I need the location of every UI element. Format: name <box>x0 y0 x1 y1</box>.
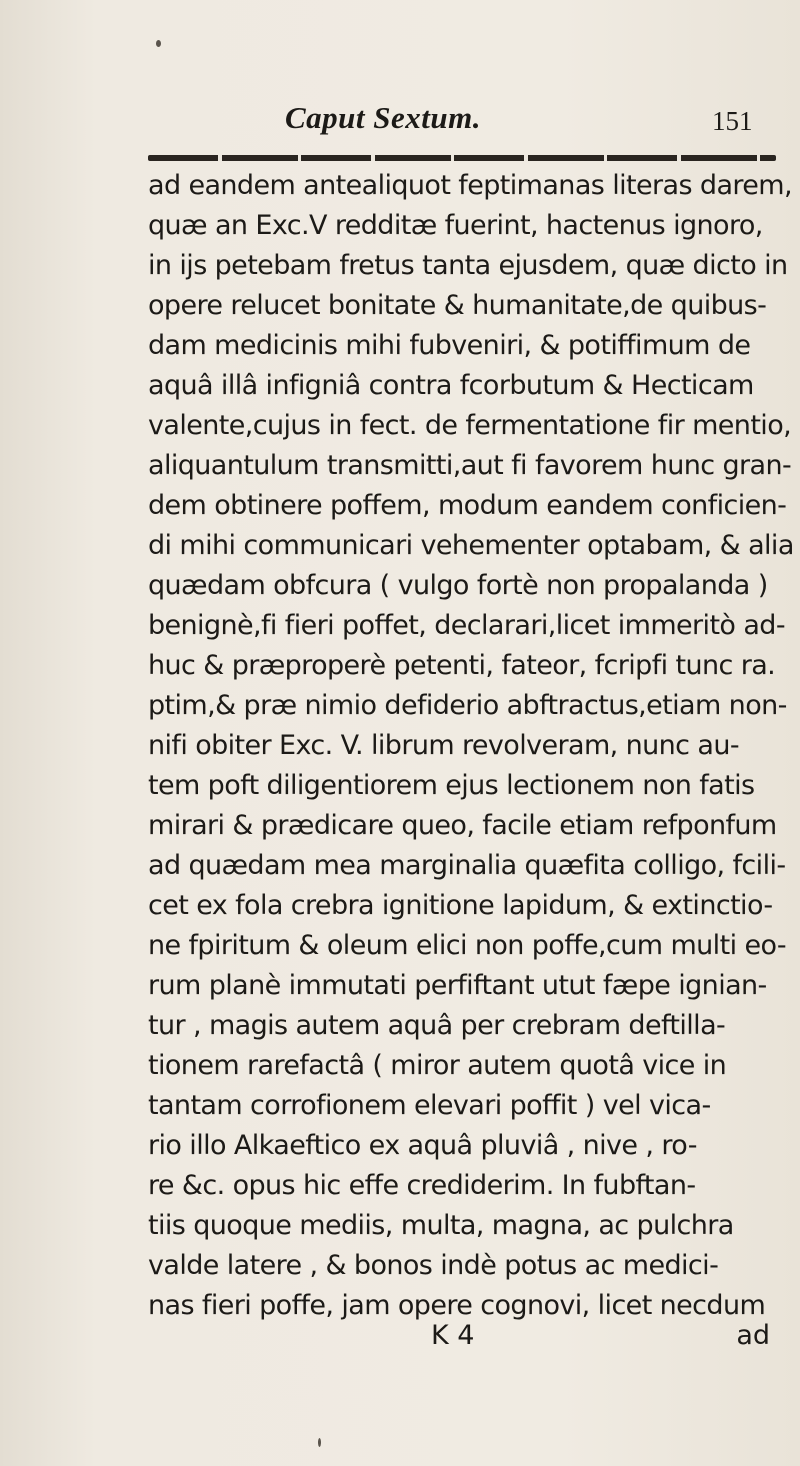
text-line: dem obtinere poffem, modum eandem conficien- <box>148 490 787 521</box>
ink-speck <box>318 1438 321 1447</box>
page-footer <box>148 1316 776 1356</box>
text-line: aquâ illâ infigniâ contra fcorbutum & Hecticam <box>148 370 754 401</box>
text-line: quæ an Exc.V redditæ fuerint, hactenus ignoro, <box>148 210 763 241</box>
text-line: in ijs petebam fretus tanta ejusdem, quæ dicto in <box>148 250 788 281</box>
ink-speck <box>156 40 161 47</box>
text-line: ptim,& præ nimio defiderio abftractus,etiam non- <box>148 690 787 721</box>
text-line: cet ex fola crebra ignitione lapidum, & extinctio- <box>148 890 773 921</box>
header-rule <box>148 155 776 161</box>
text-line: re &c. opus hic effe crediderim. In fubftan- <box>148 1170 696 1201</box>
text-line: nas fieri poffe, jam opere cognovi, licet necdum <box>148 1290 766 1321</box>
text-line: benignè,fi fieri poffet, declarari,licet immeritò ad- <box>148 610 785 641</box>
running-title: Caput Sextum. <box>285 100 481 135</box>
text-line: ad quædam mea marginalia quæfita colligo, fcili- <box>148 850 786 881</box>
text-line: tur , magis autem aquâ per crebram deftilla- <box>148 1010 726 1041</box>
text-line: opere relucet bonitate & humanitate,de quibus- <box>148 290 767 321</box>
text-line: dam medicinis mihi fubveniri, & potiffimum de <box>148 330 751 361</box>
text-line: aliquantulum transmitti,aut fi favorem hunc gran- <box>148 450 792 481</box>
text-line: valde latere , & bonos indè potus ac medici- <box>148 1250 719 1281</box>
text-line: rum planè immutati perfiftant utut fæpe ignian- <box>148 970 767 1001</box>
text-line: huc & præproperè petenti, fateor, fcripfi tunc ra. <box>148 650 776 681</box>
text-line: tionem rarefactâ ( miror autem quotâ vice in <box>148 1050 727 1081</box>
text-line: rio illo Alkaeftico ex aquâ pluviâ , nive , ro- <box>148 1130 697 1161</box>
text-line: mirari & prædicare queo, facile etiam refponfum <box>148 810 777 841</box>
text-line: quædam obfcura ( vulgo fortè non propalanda ) <box>148 570 768 601</box>
page-number: 151 <box>712 106 753 136</box>
text-line: di mihi communicari vehementer optabam, & alia <box>148 530 794 561</box>
text-line: valente,cujus in fect. de fermentatione fir mentio, <box>148 410 792 441</box>
text-line: tem poft diligentiorem ejus lectionem non fatis <box>148 770 755 801</box>
text-line: tiis quoque mediis, multa, magna, ac pulchra <box>148 1210 734 1241</box>
text-line: tantam corrofionem elevari poffit ) vel vica- <box>148 1090 711 1121</box>
body-text <box>148 166 794 1326</box>
signature-mark: K 4 <box>431 1320 475 1351</box>
text-line: ad eandem antealiquot feptimanas literas darem, <box>148 170 792 201</box>
text-line: nifi obiter Exc. V. librum revolveram, nunc au- <box>148 730 739 761</box>
catchword: ad <box>736 1320 770 1351</box>
text-line: ne fpiritum & oleum elici non poffe,cum multi eo- <box>148 930 787 961</box>
page-header <box>0 88 800 138</box>
